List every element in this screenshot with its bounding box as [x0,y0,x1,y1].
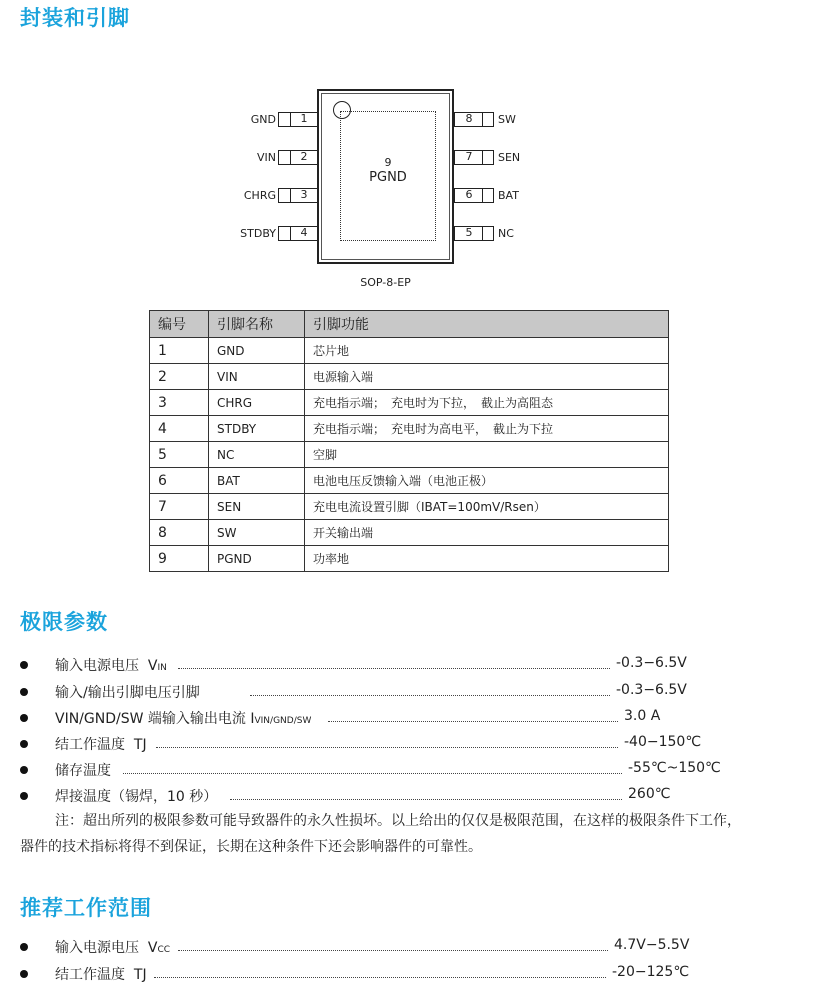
leader-dots [250,695,610,696]
bullet-icon [20,688,28,696]
bullet-icon [20,792,28,800]
item-value: -0.3−6.5V [616,655,687,671]
pin-number: 2 [300,150,308,163]
table-cell: SEN [209,494,305,520]
pin-number: 5 [465,226,473,239]
leader-dots [178,950,608,951]
table-cell: 8 [150,520,209,546]
table-header-cell: 引脚功能 [305,311,669,338]
pin-number: 4 [300,226,308,239]
abs-max-item-soldering [20,786,720,806]
pin-box-right-5 [454,226,494,241]
pin-number: 7 [465,150,473,163]
abs-max-item-current [20,708,720,728]
table-cell: 7 [150,494,209,520]
table-cell: NC [209,442,305,468]
leader-dots [230,799,622,800]
exposed-pad-number: 9 [384,156,392,169]
item-value: -20−125℃ [612,964,690,980]
item-label: 结工作温度 TJ [55,737,147,753]
table-cell: VIN [209,364,305,390]
table-row [150,546,669,572]
leader-dots [328,721,618,722]
abs-max-item-vin [20,655,720,675]
table-cell: 电池电压反馈输入端（电池正极） [305,468,669,494]
leader-dots [156,747,618,748]
rec-item-tj [20,964,720,984]
pin-box-right-7 [454,150,494,165]
table-cell: SW [209,520,305,546]
pin-number: 6 [465,188,473,201]
abs-max-item-storage [20,760,720,780]
note-line: 注：超出所列的极限参数可能导致器件的永久性损坏。以上给出的仅仅是极限范围，在这样的极限条件下工作， [55,813,741,829]
table-row [150,520,669,546]
bullet-icon [20,661,28,669]
leader-dots [123,773,622,774]
table-row [150,364,669,390]
section-title-recommended: 推荐工作范围 [20,896,152,920]
item-value: 260℃ [628,786,671,802]
table-cell: 空脚 [305,442,669,468]
leader-dots [154,977,606,978]
item-label: 输入/输出引脚电压引脚 [55,685,200,701]
item-value: 3.0 A [624,708,661,724]
pin-box-right-6 [454,188,494,203]
table-cell: 9 [150,546,209,572]
item-label: 输入电源电压 VCC [55,940,171,956]
item-value: -55℃~150℃ [628,760,721,776]
table-cell: BAT [209,468,305,494]
item-label: 储存温度 [55,763,111,779]
table-cell: 5 [150,442,209,468]
pin-label-left-4: STDBY [240,227,276,240]
item-label: 输入电源电压 VIN [55,658,167,674]
item-value: -40−150℃ [624,734,702,750]
pin-box-left-3 [278,188,318,203]
table-row [150,390,669,416]
rec-item-vcc [20,937,720,957]
abs-max-item-io-voltage [20,682,720,702]
leader-dots [178,668,610,669]
pin-label-right-6: BAT [498,189,519,202]
pin-number: 3 [300,188,308,201]
note-text [20,808,741,860]
pin-box-left-1 [278,112,318,127]
table-cell: PGND [209,546,305,572]
table-cell: CHRG [209,390,305,416]
table-header-cell: 引脚名称 [209,311,305,338]
table-cell: 4 [150,416,209,442]
bullet-icon [20,740,28,748]
pin-table [149,310,669,572]
section-title-package: 封装和引脚 [20,6,130,30]
table-cell: 充电电流设置引脚（IBAT=100mV/Rsen） [305,494,669,520]
pin-label-left-1: GND [250,113,276,126]
table-cell: 芯片地 [305,338,669,364]
pin-label-left-2: VIN [257,151,276,164]
table-cell: 6 [150,468,209,494]
pin-box-left-4 [278,226,318,241]
pin-label-right-5: NC [498,227,514,240]
abs-max-item-tj [20,734,720,754]
exposed-pad-name: PGND [369,170,407,185]
table-cell: 开关输出端 [305,520,669,546]
pin-number: 8 [465,112,473,125]
table-row [150,416,669,442]
table-row [150,468,669,494]
pin-box-right-8 [454,112,494,127]
table-cell: 电源输入端 [305,364,669,390]
item-label: 焊接温度（锡焊，10 秒） [55,789,218,805]
table-row [150,338,669,364]
pin-box-left-2 [278,150,318,165]
table-cell: 功率地 [305,546,669,572]
note-line: 器件的技术指标将得不到保证，长期在这种条件下还会影响器件的可靠性。 [20,839,482,855]
bullet-icon [20,970,28,978]
table-row [150,494,669,520]
pin-number: 1 [300,112,308,125]
table-cell: 充电指示端； 充电时为下拉， 截止为高阻态 [305,390,669,416]
table-cell: 充电指示端； 充电时为高电平， 截止为下拉 [305,416,669,442]
item-label: 结工作温度 TJ [55,967,147,983]
item-value: -0.3−6.5V [616,682,687,698]
pin-label-left-3: CHRG [243,189,276,202]
pin1-marker-icon [333,101,351,119]
section-title-abs-max: 极限参数 [20,610,108,634]
table-header-cell: 编号 [150,311,209,338]
table-row [150,442,669,468]
table-cell: GND [209,338,305,364]
table-cell: 3 [150,390,209,416]
pin-label-right-7: SEN [498,151,521,164]
bullet-icon [20,943,28,951]
table-header-row [150,311,669,338]
bullet-icon [20,766,28,774]
item-label: VIN/GND/SW 端输入输出电流 IVIN/GND/SW [55,711,312,727]
bullet-icon [20,714,28,722]
table-cell: 1 [150,338,209,364]
item-value: 4.7V−5.5V [614,937,690,953]
table-cell: 2 [150,364,209,390]
package-caption: SOP-8-EP [360,276,411,289]
pin-label-right-8: SW [498,113,516,126]
table-cell: STDBY [209,416,305,442]
